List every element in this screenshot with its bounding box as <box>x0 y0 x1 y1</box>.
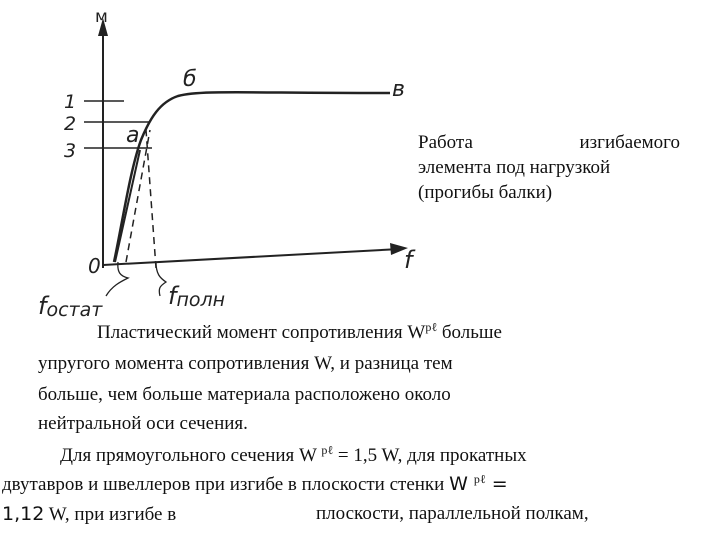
f-full-label: fполн <box>168 282 226 311</box>
caption-word-izgibaemogo: изгибаемого <box>579 132 680 153</box>
f-residual-label: fостат <box>38 292 103 321</box>
paragraph-1-line-4: нейтральной оси сечения. <box>38 413 248 434</box>
point-a-label: а <box>126 123 140 148</box>
point-v-label: в <box>392 77 405 102</box>
unload-line-full <box>146 130 156 268</box>
paragraph-2-line-3: 1,12 W, при изгибе в <box>2 503 177 525</box>
caption-line-3: (прогибы балки) <box>418 182 553 203</box>
paragraph-1-line-1: Пластический момент сопротивления $W^{p\ell}$ больше <box>97 320 502 343</box>
x-axis <box>103 249 400 265</box>
caption-word-rabota: Работа <box>418 132 473 153</box>
y-axis-label: м <box>95 7 108 27</box>
caption-line-2: элемента под нагрузкой <box>418 157 611 178</box>
full-leader <box>156 262 166 296</box>
figure-caption <box>418 130 680 205</box>
residual-leader <box>106 262 128 296</box>
caption-line-1 <box>418 130 680 155</box>
paragraph-2-line-2: двутавров и швеллеров при изгибе в плоскости стенки W $^{p\ell}$ = <box>2 472 508 495</box>
elastic-line <box>115 150 140 262</box>
x-axis-label: f <box>404 246 413 274</box>
level-label-2: 2 <box>64 113 77 135</box>
paragraph-1-line-3: больше, чем больше материала расположено около <box>38 384 451 405</box>
paragraph-2-line-3-cont: плоскости, параллельной полкам, <box>316 503 589 524</box>
origin-label: 0 <box>88 254 101 278</box>
paragraph-1-line-2: упругого момента сопротивления W, и разница тем <box>38 353 453 374</box>
moment-curve <box>114 92 390 262</box>
level-label-1: 1 <box>64 91 77 113</box>
level-label-3: 3 <box>64 140 77 162</box>
point-b-label: б <box>183 67 197 92</box>
paragraph-2-line-1: Для прямоугольного сечения W $^{p\ell}$ = 1,5 W, для прокатных <box>60 443 527 466</box>
